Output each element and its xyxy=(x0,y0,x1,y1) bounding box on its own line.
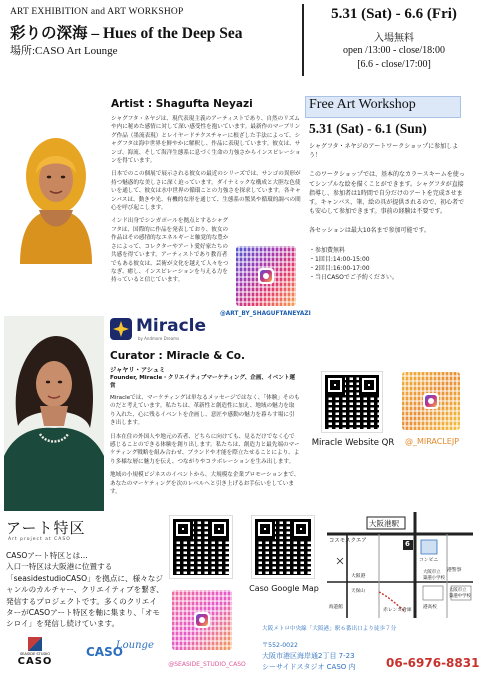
instagram-icon xyxy=(194,612,210,628)
miracle-logo xyxy=(110,318,210,344)
workshop-dates: 5.31 (Sat) - 6.1 (Sun) xyxy=(309,121,427,136)
miracle-logo-sub: by Andmore Dreams xyxy=(138,336,180,341)
miracle-website-qr[interactable] xyxy=(322,372,382,432)
caso-google-map-label: Caso Google Map xyxy=(249,584,319,593)
map-school1-label: 大阪市立 築港小学校 xyxy=(423,570,445,581)
access-directions: 大阪メトロ中央線「大阪港」駅６番出口より徒歩７分 xyxy=(262,626,397,632)
artist-instagram-handle[interactable]: @ART_BY_SHAGUFTANEYAZI xyxy=(220,311,311,317)
map-south-label: 港高校 xyxy=(423,605,437,610)
curator-photo xyxy=(4,316,104,511)
miracle-logo-mark xyxy=(110,318,132,340)
map-police-label: 港警察 xyxy=(447,568,462,573)
miracle-logo-text: Miracle xyxy=(136,316,207,336)
artist-instagram-qr[interactable] xyxy=(236,246,296,306)
map-kaiyukan-label: 海遊館 xyxy=(329,605,343,610)
curator-bio-paragraph: Miracleでは、マーケティングは単なるメッセージではなく、「体験」そのものだと考えています。私たちは、革新性と創造性に加え、地域の魅力を取り入れた、心に残るイベントを企画し、意匠や感動の魅力を暮らす場に引き出します。 xyxy=(110,395,300,427)
opening-hours: open /13:00 - close/18:00 xyxy=(343,45,445,56)
caso-google-map-qr[interactable] xyxy=(252,516,314,578)
caso-instagram-qr-plain[interactable] xyxy=(170,516,232,578)
header-divider xyxy=(302,4,304,76)
map-cosmos-label: コスモスクエア xyxy=(329,538,367,544)
last-day-hours: [6.6 - close/17:00] xyxy=(357,59,431,70)
exhibition-dates: 5.31 (Sat) - 6.6 (Fri) xyxy=(331,6,457,22)
workshop-intro: シャグフタ・ネヤジのアートワークショップに参加しよう！ xyxy=(309,143,459,160)
art-tokku-logo-sub: Art project at CASO xyxy=(8,537,71,542)
workshop-item: ・2回目:16:00-17:00 xyxy=(309,265,370,273)
phone-number[interactable]: 06-6976-8831 xyxy=(386,656,480,670)
caso-logo xyxy=(16,637,54,673)
address-line-1: 大阪市港区海岸通2丁目 7-23 xyxy=(262,652,355,660)
map-tenpozan-label: 天保山 xyxy=(351,589,365,594)
curator-bio-paragraph: 地域の小規模ビジネスのイベントから、大規模な企業プロモーションまで、あなたのマーケティングを次のレベルへと引き上げるお手伝いをしています。 xyxy=(110,472,300,496)
address-line-2: シーサイドスタジオ CASO 内 xyxy=(262,663,356,671)
miracle-website-label: Miracle Website QR xyxy=(311,438,395,448)
caso-instagram-handle[interactable]: @SEASIDE_STUDIO_CASO xyxy=(168,661,246,668)
map-conv-label: コンビニ xyxy=(419,558,439,563)
workshop-body: このワークショップでは、基本的なカラースキームを使ってシンプルな絵を描くことができます。シャグフタが直接指導し、参加者は1時間で自分だけのアートを完成させます。キャンバス、筆、絵の具が提供されるので、初心者でも安心して参加できます。事前の経験は不要です。 xyxy=(309,171,465,216)
art-tokku-logo xyxy=(6,517,116,547)
caso-lounge-logo-script: Lounge xyxy=(116,640,154,651)
art-tokku-description: CASOアート特区とは… 入口一特区は大阪港に位置する「seasidestudioCASO」を拠点に、様々なジャンルのカルチャー、クリエイティブを繋ぎ、発信するプロジェクトです。多くのクリエイターがCASOアート特区を軸に集まり、「オモシロイ」を発信し続けています。 xyxy=(6,551,164,629)
curator-role: Founder, Miracle・クリエイティブマーケティング、企画、イベント運営 xyxy=(110,375,296,389)
venue-label: 場所:CASO Art Lounge xyxy=(10,45,118,57)
caso-logo-text: CASO xyxy=(17,656,53,667)
map-school2-label: 大阪市立 築港中学校 xyxy=(449,588,471,599)
header-kicker: ART EXHIBITION and ART WORKSHOP xyxy=(10,7,184,17)
workshop-item: ・参加費無料 xyxy=(309,246,346,254)
workshop-item: ・1回目:14:00-15:00 xyxy=(309,255,370,263)
map-drawing xyxy=(327,512,473,618)
curator-bio-paragraph: 日本在住の外国人や地元の若者、どちらに向けても、見るだけでなく心で感じることのできる体験を創り出します。私たちは、創造力と最先端のマーケティング戦略を組み合わせ、ブランドや才能を際立たせることにより、より多様な層に魅力を伝え、つながりやコラボレーションを生み出します。 xyxy=(110,433,300,465)
page-title: 彩りの深海 – Hues of the Deep Sea xyxy=(10,25,243,42)
curator-heading: Curator : Miracle & Co. xyxy=(110,350,245,362)
miracle-instagram-handle[interactable]: @_MIRACLEJP xyxy=(404,437,460,446)
caso-logo-small: SEASIDE STUDIO xyxy=(19,652,51,656)
map-route-label: 大阪港 xyxy=(351,574,366,579)
caso-lounge-logo xyxy=(86,641,152,667)
workshop-item: ・当日CASOでご予約ください。 xyxy=(309,274,398,282)
instagram-icon xyxy=(258,268,274,284)
map-station-label: 大阪港駅 xyxy=(369,519,399,528)
artist-photo xyxy=(6,114,106,264)
access-map xyxy=(327,512,473,618)
artist-bio-paragraph: シャグフタ・ネヤジは、現代表現主義のアーティストであり、自然のリズムや内に秘めた感情に対して深い感受性を抱いています。最新作のマーブリング作品（墨流表現）とレイヤードテクスチャーに根ざした手法によって、シャグフタは海中世界を鮮やかに解釈し、作品に表現しています。彼女は、サンゴ、海流、そして海洋生態系に息づく生命の力強さからインスピレーションを得ています。 xyxy=(111,116,301,165)
miracle-instagram-qr[interactable] xyxy=(402,372,460,430)
instagram-icon xyxy=(423,393,439,409)
curator-bio xyxy=(110,394,300,501)
artist-bio-paragraph: 日本でのこの個展で展示される彼女の最近のシリーズでは、サンゴの異形が持つ魅惑的な美しさに深く迫っています。ダイナミックな構成と大胆な色使いを通して、彼女は水中世界の循環ことの力強さを探求しています。各キャンバスは、動きや光、有機的な形を通じて、生態系の驚異や循環的調べの間心を呼び起こします。 xyxy=(111,171,301,212)
artist-heading: Artist : Shagufta Neyazi xyxy=(111,98,253,110)
art-tokku-logo-text: アート特区 xyxy=(6,519,86,537)
workshop-title: Free Art Workshop xyxy=(309,97,416,112)
caso-logo-mark xyxy=(28,637,42,651)
map-exit-number: 6 xyxy=(405,540,410,548)
admission-label: 入場無料 xyxy=(374,33,414,44)
workshop-capacity: 各セッションは最大10名まで参加可能です。 xyxy=(309,227,431,235)
postal-code: 〒552-0022 xyxy=(262,642,298,649)
map-street-label: 赤レンガ倉庫 xyxy=(383,608,412,613)
artist-bio-paragraph: インド出身でシンガポールを拠点とするシャグフタは、国際的に作品を発表しており、彼女の作品はその感情的なエネルギーと触覚的な豊かさによって、コレクターやアート愛好家たちの共感を得ています。アーティストであり教育者でもある彼女は、芸術が文化を越えて人々をつなぎ、癒し、インスピレーションを与える力を持っていると信じています。 xyxy=(111,218,229,284)
caso-lounge-logo-text: CASO xyxy=(86,645,123,659)
caso-instagram-qr[interactable] xyxy=(172,590,232,650)
curator-name: ジャヤリ・アシュミ xyxy=(110,367,166,374)
workshop-details xyxy=(309,142,469,282)
